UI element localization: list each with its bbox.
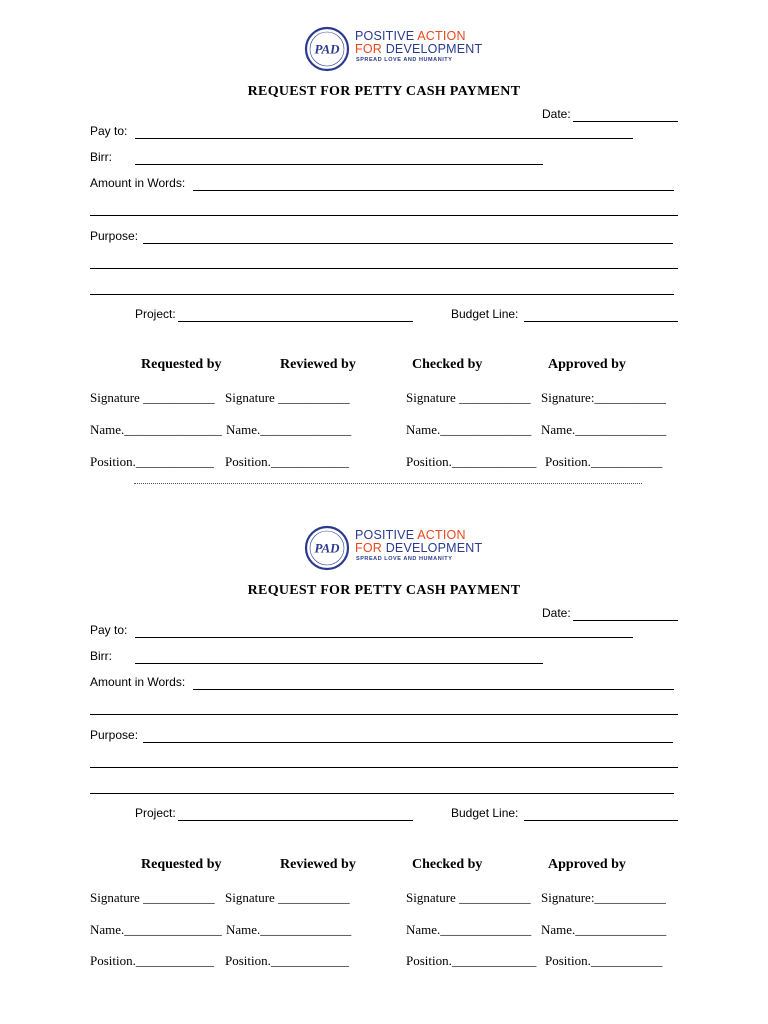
checked-by-signature[interactable]: Signature ___________	[406, 390, 531, 405]
requested-by-header: Requested by	[141, 357, 222, 372]
pay-to-label: Pay to:	[90, 124, 128, 138]
checked-by-signature[interactable]: Signature ___________	[406, 890, 531, 905]
reviewed-by-signature[interactable]: Signature ___________	[225, 890, 350, 905]
requested-by-signature[interactable]: Signature ___________	[90, 390, 215, 405]
amount-words-field[interactable]	[193, 689, 674, 690]
checked-by-position[interactable]: Position._____________	[406, 454, 537, 469]
purpose-field-line-3[interactable]	[90, 294, 674, 295]
logo-wordmark: POSITIVE ACTION FOR DEVELOPMENT SPREAD LOVE AND HUMANITY	[355, 528, 483, 562]
purpose-field[interactable]	[143, 742, 673, 743]
pay-to-field[interactable]	[135, 138, 633, 139]
purpose-label: Purpose:	[90, 728, 139, 742]
approved-by-header: Approved by	[548, 857, 626, 872]
approved-by-position[interactable]: Position.___________	[545, 953, 663, 968]
budget-line-label: Budget Line:	[451, 806, 519, 820]
requested-by-name[interactable]: Name._______________	[90, 922, 222, 937]
checked-by-header: Checked by	[412, 357, 483, 372]
amount-words-field-line-2[interactable]	[90, 714, 678, 715]
reviewed-by-signature[interactable]: Signature ___________	[225, 390, 350, 405]
project-field[interactable]	[178, 820, 413, 821]
pad-seal-icon	[304, 26, 350, 72]
checked-by-header: Checked by	[412, 857, 483, 872]
petty-cash-voucher-1	[0, 0, 768, 500]
approved-by-name[interactable]: Name.______________	[541, 422, 667, 437]
requested-by-position[interactable]: Position.____________	[90, 953, 214, 968]
pad-logo	[304, 26, 483, 76]
amount-words-field[interactable]	[193, 190, 674, 191]
birr-label: Birr:	[90, 150, 112, 164]
pad-logo	[304, 525, 483, 575]
reviewed-by-name[interactable]: Name.______________	[226, 422, 352, 437]
requested-by-name[interactable]: Name._______________	[90, 422, 222, 437]
reviewed-by-header: Reviewed by	[280, 857, 356, 872]
birr-field[interactable]	[135, 164, 543, 165]
birr-label: Birr:	[90, 649, 112, 663]
form-title: REQUEST FOR PETTY CASH PAYMENT	[247, 583, 521, 598]
budget-line-field[interactable]	[524, 321, 678, 322]
requested-by-position[interactable]: Position.____________	[90, 454, 214, 469]
purpose-field-line-2[interactable]	[90, 268, 678, 269]
pay-to-field[interactable]	[135, 637, 633, 638]
project-field[interactable]	[178, 321, 413, 322]
checked-by-position[interactable]: Position._____________	[406, 953, 537, 968]
amount-words-field-line-2[interactable]	[90, 215, 678, 216]
budget-line-label: Budget Line:	[451, 307, 519, 321]
checked-by-name[interactable]: Name.______________	[406, 422, 532, 437]
svg-text:PAD: PAD	[314, 41, 340, 57]
reviewed-by-header: Reviewed by	[280, 357, 356, 372]
requested-by-header: Requested by	[141, 857, 222, 872]
date-field[interactable]	[573, 620, 678, 621]
cut-line-divider	[134, 483, 642, 484]
amount-words-label: Amount in Words:	[90, 675, 186, 689]
date-field[interactable]	[573, 121, 678, 122]
budget-line-field[interactable]	[524, 820, 678, 821]
pay-to-label: Pay to:	[90, 623, 128, 637]
approved-by-position[interactable]: Position.___________	[545, 454, 663, 469]
svg-text:PAD: PAD	[314, 540, 340, 556]
petty-cash-voucher-2	[0, 499, 768, 999]
requested-by-signature[interactable]: Signature ___________	[90, 890, 215, 905]
approved-by-signature[interactable]: Signature:___________	[541, 390, 666, 405]
purpose-field-line-2[interactable]	[90, 767, 678, 768]
project-label: Project:	[135, 307, 176, 321]
checked-by-name[interactable]: Name.______________	[406, 922, 532, 937]
date-label: Date:	[542, 606, 571, 620]
form-title: REQUEST FOR PETTY CASH PAYMENT	[247, 84, 521, 99]
reviewed-by-name[interactable]: Name.______________	[226, 922, 352, 937]
purpose-field-line-3[interactable]	[90, 793, 674, 794]
reviewed-by-position[interactable]: Position.____________	[225, 454, 349, 469]
purpose-field[interactable]	[143, 243, 673, 244]
date-label: Date:	[542, 107, 571, 121]
approved-by-name[interactable]: Name.______________	[541, 922, 667, 937]
approved-by-header: Approved by	[548, 357, 626, 372]
logo-wordmark: POSITIVE ACTION FOR DEVELOPMENT SPREAD LOVE AND HUMANITY	[355, 29, 483, 63]
purpose-label: Purpose:	[90, 229, 139, 243]
reviewed-by-position[interactable]: Position.____________	[225, 953, 349, 968]
approved-by-signature[interactable]: Signature:___________	[541, 890, 666, 905]
project-label: Project:	[135, 806, 176, 820]
pad-seal-icon	[304, 525, 350, 571]
birr-field[interactable]	[135, 663, 543, 664]
amount-words-label: Amount in Words:	[90, 176, 186, 190]
